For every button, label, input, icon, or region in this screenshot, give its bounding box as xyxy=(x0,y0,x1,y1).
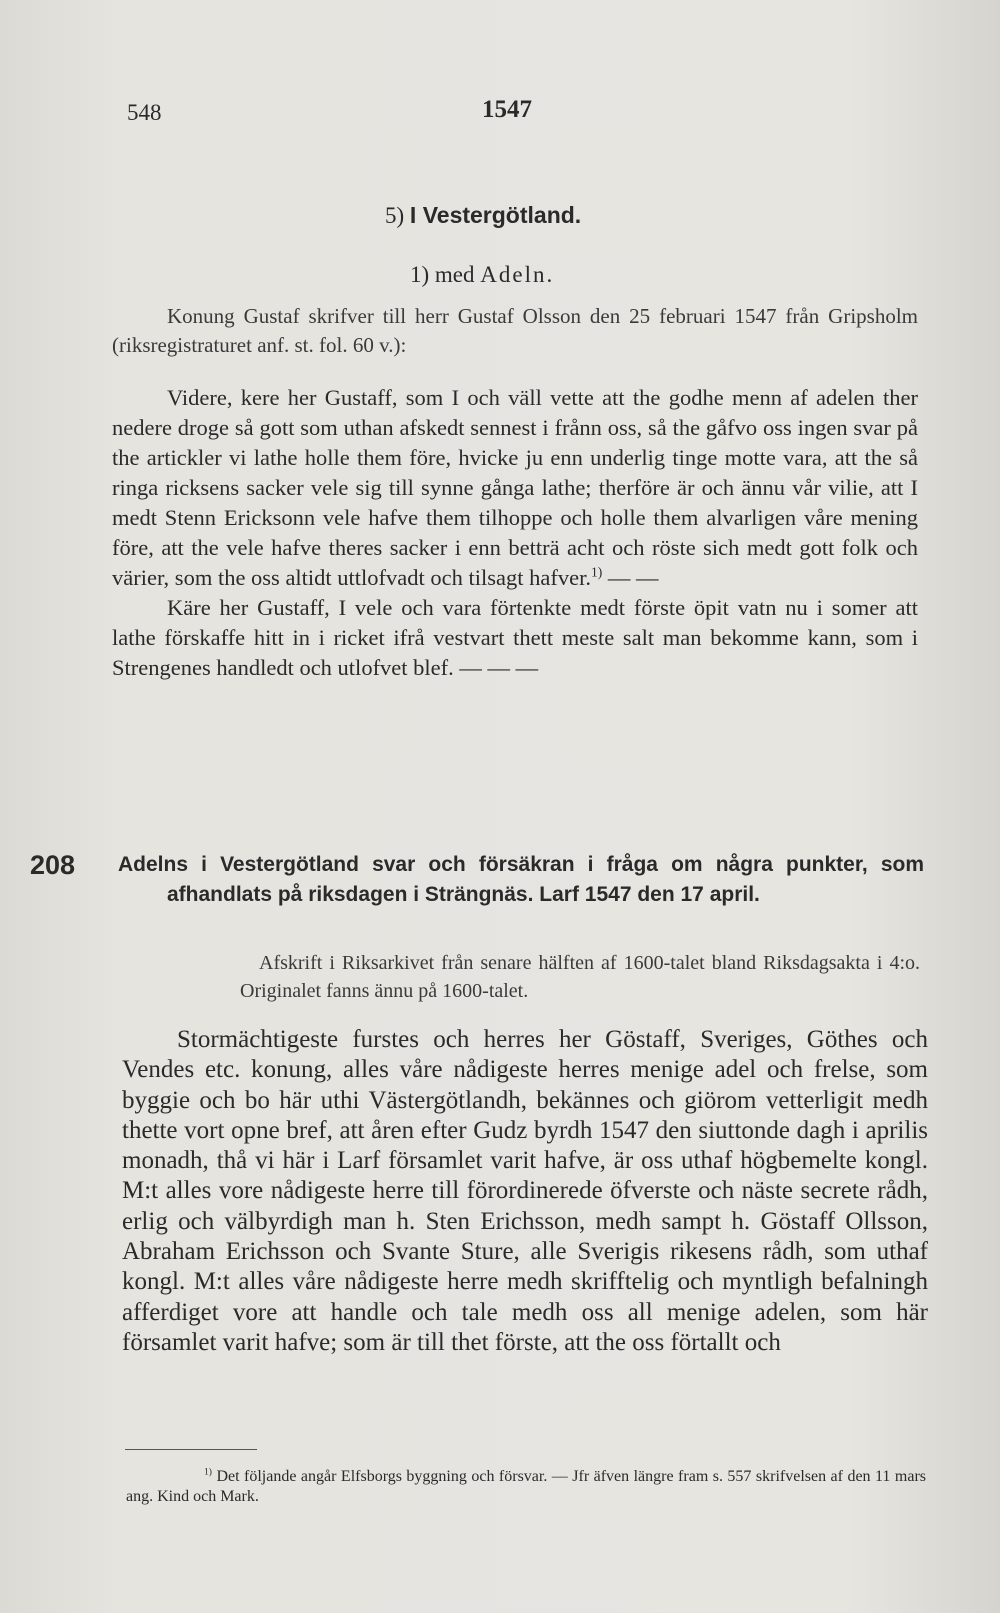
section-heading xyxy=(385,202,581,229)
subsection-heading xyxy=(410,262,554,288)
page-number: 548 xyxy=(127,100,162,125)
intro-text: Konung Gustaf skrifver till herr Gustaf Olsson den 25 februari 1547 från Gripsholm (riksregistraturet anf. st. fol. 60 v.): xyxy=(112,304,918,357)
letter-body xyxy=(112,383,918,683)
section-number: 5) xyxy=(385,203,405,228)
letter-paragraph-1-ellipsis: — — xyxy=(607,565,659,590)
letter-paragraph-1 xyxy=(112,383,918,593)
subsection-prefix: med xyxy=(434,262,475,287)
document-number: 208 xyxy=(30,850,76,880)
letter-introduction xyxy=(112,302,918,360)
running-head-year: 1547 xyxy=(482,96,532,123)
document-title-block xyxy=(118,850,924,910)
document-source-note xyxy=(240,949,920,1005)
letter-paragraph-1-text: Videre, kere her Gustaff, som I och väll vette att the godhe menn af adelen ther nedere droge så gott som uthan afskedt sennest i frånn oss, så the gåfvo oss ingen svar på the artickler vi lathe holle them före, hvicke ju enn underlig tinge motte vara, att the så ringa ricksens sacker vele sig till synne gånga lathe; therföre är och ännu vår vilie, att I medt Stenn Ericksonn vele hafve them tilhoppe och holle them alvarligen våre mening före, att the vele hafve theres sacker i enn betträ acht och röste sich medt gott folk och värier, som the oss altidt uttlofvadt och tilsagt hafver. xyxy=(112,385,918,590)
letter-paragraph-2: Käre her Gustaff, I vele och vara förtenkte medt förste öpit vatn nu i somer att lathe förskaffe hitt in i ricket ifrå vestvart thett meste salt man bekomme kann, som i Strengenes handledt och utlofvet blef. — — — xyxy=(112,595,918,680)
document-body xyxy=(122,1025,928,1358)
footnote-reference: 1) xyxy=(591,564,603,580)
section-title: I Vestergötland. xyxy=(409,202,582,228)
footnote-mark: 1) xyxy=(204,1466,212,1478)
footnote-paragraph xyxy=(126,1467,926,1507)
subsection-title: Adeln. xyxy=(480,262,555,287)
subsection-number: 1) xyxy=(410,262,430,287)
footnote xyxy=(126,1467,926,1507)
document-title: Adelns i Vestergötland svar och försäkran i fråga om några punkter, som afhandlats på riksdagen i Strängnäs. Larf 1547 den 17 april. xyxy=(118,853,924,906)
footnote-divider xyxy=(125,1449,257,1450)
document-text: Stormächtigeste furstes och herres her Göstaff, Sveriges, Göthes och Vendes etc. konung, alles våre nådigeste herres menige adel och frelse, som byggie och bo här uthi Västergötlandh, bekännes och giörom vetterligit medh thette vort opne bref, att åren efter Gudz byrdh 1547 den siuttonde dagh i aprilis monadh, thå vi här i Larf församlet varit hafve, är oss uthaf högbemelte kongl. M:t alles vore nådigeste herre till förordinerede öfverste och näste secrete rådh, erlig och välbyrdigh man h. Sten Erichsson, medh sampt h. Göstaff Ollsson, Abraham Erichsson och Svante Sture, alle Sverigis rikesens rådh, som uthaf kongl. M:t alles våre nådigeste herre medh skrifftelig och myntligh befalningh afferdiget vore att handle och tale medh oss all menige adelen, som här församlet varit hafve; som är till thet förste, att the oss förtallt och xyxy=(122,1026,928,1356)
source-text: Afskrift i Riksarkivet från senare hälften af 1600-talet bland Riksdagsakta i 4:o. Originalet fanns ännu på 1600-talet. xyxy=(240,952,920,1002)
footnote-text: Det följande angår Elfsborgs byggning och försvar. — Jfr äfven längre fram s. 557 skrifvelsen af den 11 mars ang. Kind och Mark. xyxy=(126,1468,926,1505)
